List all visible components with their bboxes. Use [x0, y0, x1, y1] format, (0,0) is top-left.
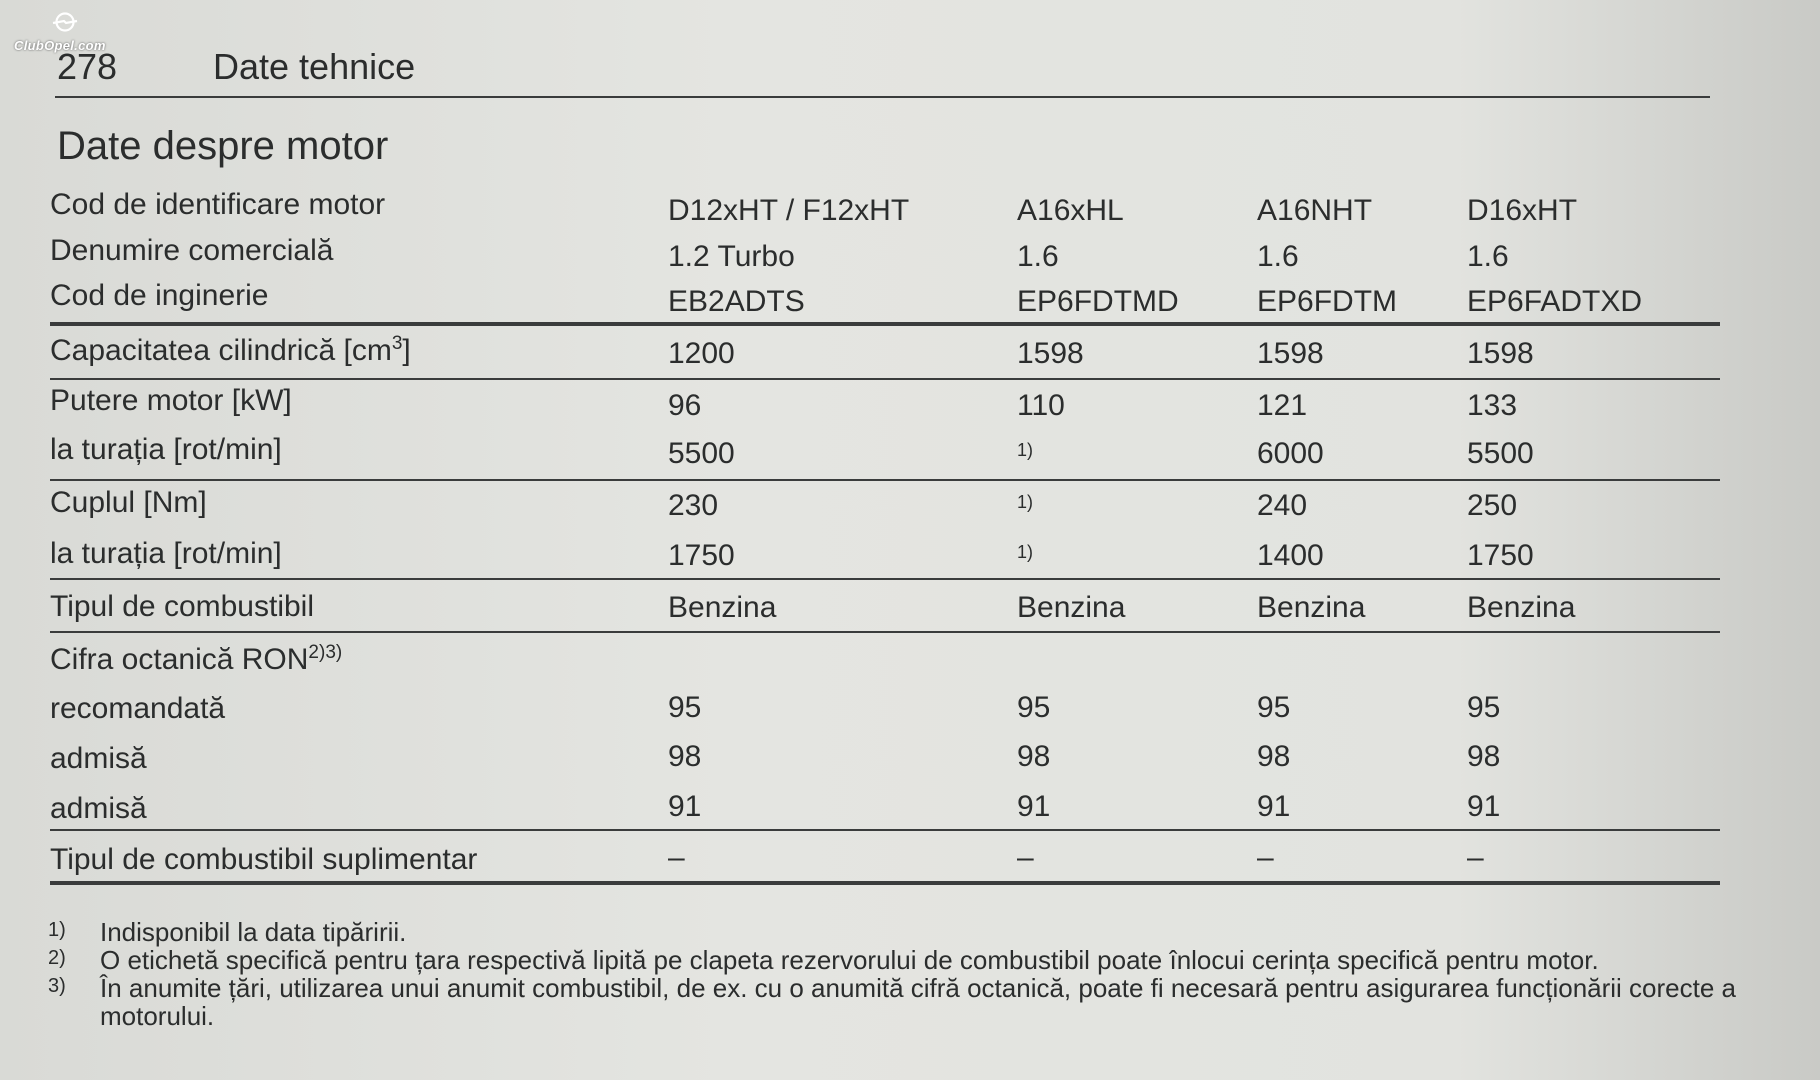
- cell-displacement-3: 1598: [1257, 337, 1324, 370]
- row-label-torque: Cuplul [Nm]: [50, 486, 207, 519]
- row-label-torque-rpm: la turația [rot/min]: [50, 537, 282, 570]
- cell-extra-fuel-2: –: [1017, 841, 1034, 874]
- cell-permitted-98-1: 98: [668, 740, 702, 773]
- cell-fuel-type-3: Benzina: [1257, 591, 1366, 624]
- opel-logo-icon: [52, 12, 78, 32]
- cell-extra-fuel-1: –: [668, 841, 685, 874]
- footnote-text: O etichetă specifică pentru țara respectivă lipită pe clapeta rezervorului de combustibil poate înlocui cerința specifică pentru motor.: [100, 945, 1599, 975]
- cell-fuel-type-4: Benzina: [1467, 591, 1576, 624]
- cell-extra-fuel-3: –: [1257, 841, 1274, 874]
- row-label-recommended: recomandată: [50, 692, 226, 725]
- octane-label-text: Cifra octanică RON: [50, 643, 309, 676]
- cell-trade-name-4: 1.6: [1467, 240, 1509, 273]
- footnote-number: 3): [48, 975, 66, 997]
- cell-permitted-91-1: 91: [668, 790, 702, 823]
- table-bottom-rule: [50, 881, 1720, 885]
- cell-eng-code-3: EP6FDTM: [1257, 285, 1398, 318]
- cell-recommended-1: 95: [668, 691, 702, 724]
- cell-torque-rpm-2-footnote-ref: 1): [1017, 542, 1034, 562]
- cell-fuel-type-1: Benzina: [668, 591, 777, 624]
- cell-displacement-2: 1598: [1017, 337, 1084, 370]
- cell-torque-4: 250: [1467, 489, 1518, 522]
- cell-eng-code-2: EP6FDTMD: [1017, 285, 1179, 318]
- chapter-title: Date tehnice: [213, 46, 416, 87]
- row-label-trade-name: Denumire comercială: [50, 234, 334, 267]
- row-label-motor-code: Cod de identificare motor: [50, 188, 386, 221]
- displacement-label-text: Capacitatea cilindrică [cm: [50, 334, 392, 367]
- row-divider: [50, 631, 1720, 633]
- cell-permitted-91-4: 91: [1467, 790, 1501, 823]
- cell-motor-code-1: D12xHT / F12xHT: [668, 194, 910, 227]
- cell-permitted-98-4: 98: [1467, 740, 1501, 773]
- row-label-octane: [50, 642, 342, 677]
- cell-recommended-2: 95: [1017, 691, 1051, 724]
- cell-permitted-91-2: 91: [1017, 790, 1051, 823]
- displacement-label-end: ]: [402, 334, 411, 367]
- cell-torque-rpm-3: 1400: [1257, 539, 1324, 572]
- watermark-text: ClubOpel.com: [14, 38, 106, 53]
- row-label-permitted-91: admisă: [50, 792, 147, 825]
- cell-torque-2-footnote-ref: 1): [1017, 492, 1034, 512]
- row-divider: [50, 578, 1720, 580]
- cell-permitted-98-2: 98: [1017, 740, 1051, 773]
- cell-permitted-98-3: 98: [1257, 740, 1291, 773]
- cell-fuel-type-2: Benzina: [1017, 591, 1126, 624]
- displacement-label-superscript: 3: [391, 333, 403, 354]
- row-label-fuel-type: Tipul de combustibil: [50, 590, 315, 623]
- cell-recommended-4: 95: [1467, 691, 1501, 724]
- cell-trade-name-3: 1.6: [1257, 240, 1299, 273]
- cell-torque-3: 240: [1257, 489, 1308, 522]
- section-title: Date despre motor: [57, 124, 389, 168]
- footnote-number: 1): [48, 919, 66, 941]
- cell-power-4: 133: [1467, 389, 1518, 422]
- footnote-number: 2): [48, 947, 66, 969]
- cell-power-1: 96: [668, 389, 702, 422]
- cell-motor-code-2: A16xHL: [1017, 194, 1124, 227]
- row-divider: [50, 829, 1720, 831]
- cell-power-rpm-1: 5500: [668, 437, 735, 470]
- cell-displacement-4: 1598: [1467, 337, 1534, 370]
- cell-power-3: 121: [1257, 389, 1308, 422]
- cell-torque-1: 230: [668, 489, 719, 522]
- row-label-power-rpm: la turația [rot/min]: [50, 433, 282, 466]
- cell-eng-code-4: EP6FADTXD: [1467, 285, 1643, 318]
- cell-trade-name-1: 1.2 Turbo: [668, 240, 795, 273]
- cell-eng-code-1: EB2ADTS: [668, 285, 805, 318]
- footnote-text: Indisponibil la data tipăririi.: [100, 917, 407, 947]
- row-label-permitted-98: admisă: [50, 742, 147, 775]
- cell-motor-code-3: A16NHT: [1257, 194, 1373, 227]
- octane-label-footnote-refs: 2)3): [308, 642, 343, 663]
- cell-power-2: 110: [1017, 389, 1065, 422]
- row-label-extra-fuel: Tipul de combustibil suplimentar: [50, 843, 478, 876]
- cell-extra-fuel-4: –: [1467, 841, 1484, 874]
- cell-displacement-1: 1200: [668, 337, 735, 370]
- row-label-power: Putere motor [kW]: [50, 384, 292, 417]
- row-label-eng-code: Cod de inginerie: [50, 279, 269, 312]
- footnote-text: În anumite țări, utilizarea unui anumit combustibil, de ex. cu o anumită cifră octanică, poate fi necesară pentru asigurarea funcționării corecte a motorului.: [100, 973, 1736, 1031]
- header-divider: [55, 96, 1710, 98]
- cell-power-rpm-3: 6000: [1257, 437, 1324, 470]
- cell-motor-code-4: D16xHT: [1467, 194, 1578, 227]
- row-label-displacement: [50, 333, 411, 368]
- page-number: 278: [57, 46, 118, 87]
- row-divider: [50, 479, 1720, 481]
- cell-permitted-91-3: 91: [1257, 790, 1291, 823]
- cell-trade-name-2: 1.6: [1017, 240, 1059, 273]
- cell-torque-rpm-1: 1750: [668, 539, 735, 572]
- cell-torque-rpm-4: 1750: [1467, 539, 1534, 572]
- table-header-divider: [50, 322, 1720, 326]
- cell-recommended-3: 95: [1257, 691, 1291, 724]
- cell-power-rpm-4: 5500: [1467, 437, 1534, 470]
- cell-power-rpm-2-footnote-ref: 1): [1017, 440, 1034, 460]
- row-divider: [50, 378, 1720, 380]
